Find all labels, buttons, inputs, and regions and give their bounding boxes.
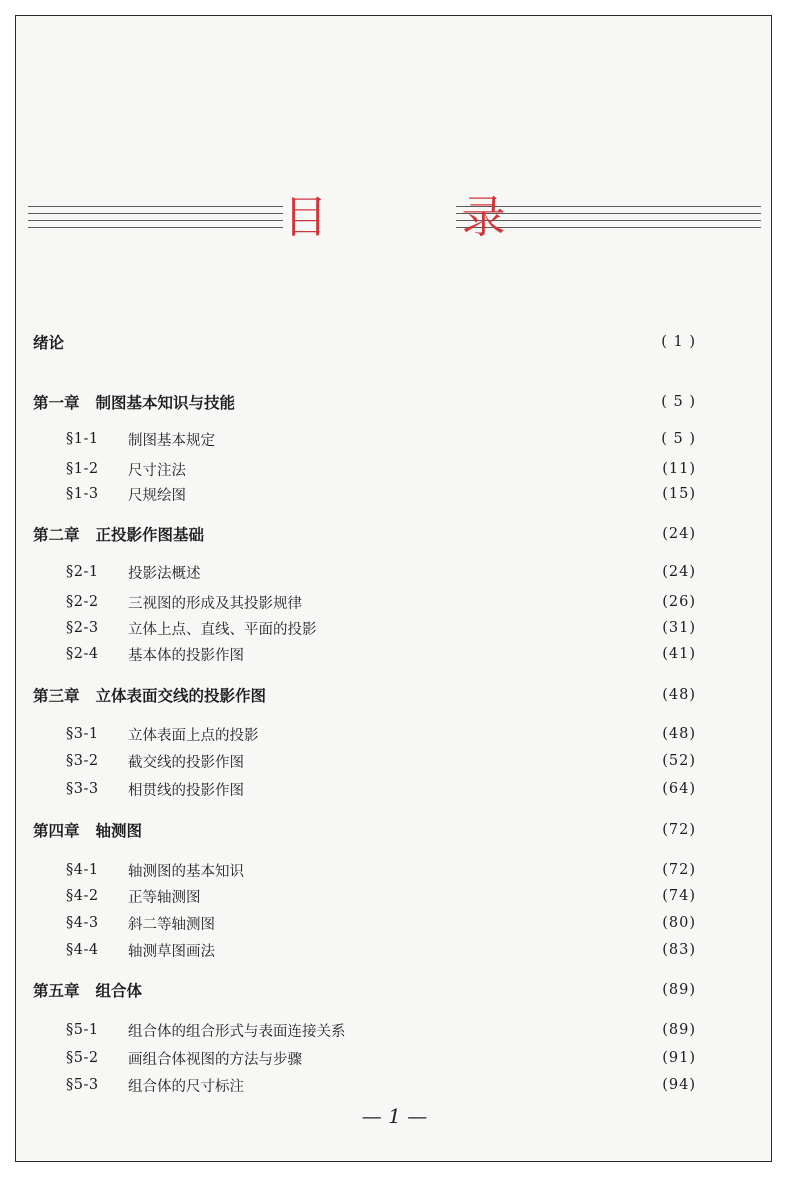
section-number: §1-1	[66, 431, 99, 447]
dot-leader	[210, 522, 656, 546]
chapter-number: 第二章	[33, 526, 80, 544]
toc-section-entry[interactable]	[16, 1046, 771, 1070]
toc-section-entry[interactable]	[16, 427, 771, 451]
page-reference: (52)	[662, 753, 696, 769]
page-reference: (24)	[662, 526, 696, 542]
section-title: 截交线的投影作图	[128, 754, 244, 771]
toc-section-entry[interactable]	[16, 482, 771, 506]
page-reference: (72)	[662, 822, 696, 838]
chapter-number: 第四章	[33, 822, 80, 840]
section-number: §4-4	[66, 942, 99, 958]
dot-leader	[308, 590, 656, 614]
chapter-title: 正投影作图基础	[95, 526, 205, 544]
page-reference: (80)	[662, 915, 696, 931]
toc-chapter-entry[interactable]	[16, 390, 771, 414]
toc-section-entry[interactable]	[16, 858, 771, 882]
page-reference: (83)	[662, 942, 696, 958]
dot-leader	[352, 1018, 657, 1042]
page-reference: ( 5 )	[661, 394, 696, 410]
section-title: 组合体的组合形式与表面连接关系	[128, 1023, 346, 1040]
dot-leader	[323, 616, 657, 640]
toc-section-entry[interactable]	[16, 616, 771, 640]
chapter-title: 轴测图	[95, 822, 143, 840]
dot-leader	[250, 749, 656, 773]
toc-section-entry[interactable]	[16, 457, 771, 481]
section-title: 斜二等轴测图	[128, 916, 215, 933]
toc-chapter-entry[interactable]	[16, 978, 771, 1002]
page-reference: (89)	[662, 1022, 696, 1038]
section-title: 基本体的投影作图	[128, 647, 244, 664]
toc-section-entry[interactable]	[16, 722, 771, 746]
chapter-number: 第五章	[33, 982, 80, 1000]
section-title: 三视图的形成及其投影规律	[128, 595, 302, 612]
dot-leader	[250, 1073, 656, 1097]
section-number: §4-3	[66, 915, 99, 931]
dot-leader	[148, 818, 656, 842]
section-number: §4-2	[66, 888, 99, 904]
section-number: §2-1	[66, 564, 99, 580]
chapter-title: 组合体	[95, 982, 143, 1000]
section-number: §5-2	[66, 1050, 99, 1066]
dot-leader	[207, 884, 657, 908]
page-reference: (91)	[662, 1050, 696, 1066]
chapter-number: 第三章	[33, 687, 80, 705]
dot-leader	[250, 858, 656, 882]
section-title: 轴测草图画法	[128, 943, 215, 960]
dot-leader	[250, 777, 656, 801]
contents-title: 目 录	[283, 192, 566, 243]
toc-section-entry[interactable]	[16, 590, 771, 614]
section-number: §3-2	[66, 753, 99, 769]
toc-section-entry[interactable]	[16, 777, 771, 801]
dot-leader	[241, 390, 655, 414]
section-title: 相贯线的投影作图	[128, 782, 244, 799]
section-number: §5-3	[66, 1077, 99, 1093]
page-reference: (11)	[662, 461, 696, 477]
section-title: 制图基本规定	[128, 432, 215, 449]
page-reference: (31)	[662, 620, 696, 636]
page-reference: (48)	[662, 687, 696, 703]
toc-section-entry[interactable]	[16, 642, 771, 666]
section-title: 轴测图的基本知识	[128, 863, 244, 880]
section-number: §2-3	[66, 620, 99, 636]
page-reference: (24)	[662, 564, 696, 580]
dot-leader	[207, 560, 657, 584]
toc-section-entry[interactable]	[16, 560, 771, 584]
section-number: §2-4	[66, 646, 99, 662]
section-number: §1-2	[66, 461, 99, 477]
toc-chapter-entry[interactable]	[16, 522, 771, 546]
dot-leader	[192, 457, 656, 481]
page-reference: ( 5 )	[661, 431, 696, 447]
toc-section-entry[interactable]	[16, 1073, 771, 1097]
toc-chapter-entry[interactable]	[16, 683, 771, 707]
section-number: §4-1	[66, 862, 99, 878]
page-reference: (89)	[662, 982, 696, 998]
chapter-title: 制图基本知识与技能	[95, 394, 236, 412]
dot-leader	[265, 722, 657, 746]
section-number: §2-2	[66, 594, 99, 610]
section-title: 投影法概述	[128, 565, 201, 582]
dot-leader	[221, 427, 655, 451]
chapter-title: 立体表面交线的投影作图	[95, 687, 267, 705]
dot-leader	[70, 330, 655, 354]
page-number: — 1 —	[361, 1104, 428, 1128]
section-title: 立体表面上点的投影	[128, 727, 259, 744]
toc-chapter-entry[interactable]	[16, 330, 771, 354]
page-reference: (41)	[662, 646, 696, 662]
dot-leader	[272, 683, 656, 707]
toc-section-entry[interactable]	[16, 1018, 771, 1042]
dot-leader	[221, 938, 656, 962]
dot-leader	[250, 642, 656, 666]
page-reference: (26)	[662, 594, 696, 610]
chapter-title: 绪论	[33, 334, 65, 352]
section-title: 画组合体视图的方法与步骤	[128, 1051, 302, 1068]
page-reference: (48)	[662, 726, 696, 742]
dot-leader	[221, 911, 656, 935]
section-number: §3-1	[66, 726, 99, 742]
dot-leader	[308, 1046, 656, 1070]
toc-section-entry[interactable]	[16, 884, 771, 908]
dot-leader	[148, 978, 656, 1002]
section-title: 尺规绘图	[128, 487, 186, 504]
section-number: §1-3	[66, 486, 99, 502]
toc-chapter-entry[interactable]	[16, 818, 771, 842]
section-title: 尺寸注法	[128, 462, 186, 479]
section-title: 立体上点、直线、平面的投影	[128, 621, 317, 638]
page-reference: (74)	[662, 888, 696, 904]
dot-leader	[192, 482, 656, 506]
section-number: §3-3	[66, 781, 99, 797]
page-reference: (72)	[662, 862, 696, 878]
toc-section-entry[interactable]	[16, 911, 771, 935]
section-title: 正等轴测图	[128, 889, 201, 906]
page-reference: (15)	[662, 486, 696, 502]
section-number: §5-1	[66, 1022, 99, 1038]
toc-section-entry[interactable]	[16, 938, 771, 962]
book-page	[15, 15, 772, 1162]
page-reference: (94)	[662, 1077, 696, 1093]
page-reference: (64)	[662, 781, 696, 797]
chapter-number: 第一章	[33, 394, 80, 412]
section-title: 组合体的尺寸标注	[128, 1078, 244, 1095]
toc-section-entry[interactable]	[16, 749, 771, 773]
page-reference: ( 1 )	[661, 334, 696, 350]
